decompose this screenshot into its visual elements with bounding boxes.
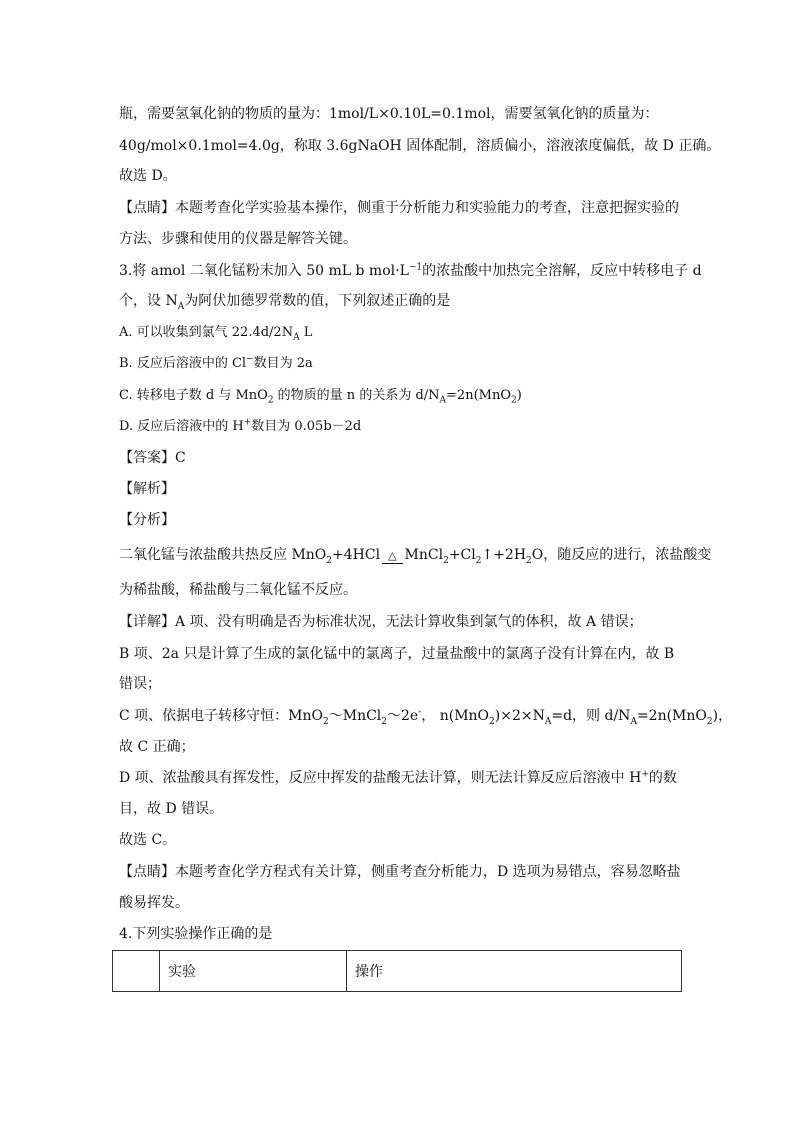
text-run: =2n(MnO [636, 708, 707, 724]
superscript: − [246, 354, 254, 365]
text-run: ) [516, 388, 522, 403]
detail-line: 故 C 正确； [119, 739, 195, 755]
analysis-heading: 【解析】 [119, 481, 175, 497]
heat-delta-symbol: △ [382, 549, 402, 564]
subscript: 2 [267, 395, 274, 406]
option-b [119, 354, 313, 374]
subscript: 2 [381, 716, 388, 727]
table-header-cell: 实验 [160, 951, 347, 992]
detail-line-c [119, 706, 732, 726]
tip-line: 酸易挥发。 [119, 895, 189, 911]
superscript: - [418, 707, 422, 718]
detail-line-d [119, 768, 677, 788]
text-run: 的数 [648, 770, 677, 786]
superscript: + [641, 769, 649, 780]
subscript: 2 [706, 716, 713, 727]
superscript: −1 [408, 262, 423, 273]
equation-line [119, 545, 711, 565]
text-run: 二氧化锰与浓盐酸共热反应 MnO [119, 547, 327, 563]
subscript: 2 [489, 716, 495, 727]
comment-heading-line: 【点睛】本题考查化学实验基本操作，侧重于分析能力和实验能力的考查，注意把握实验的 [119, 200, 679, 216]
text-run: L [299, 325, 313, 340]
question-4-stem: 4.下列实验操作正确的是 [119, 926, 273, 942]
option-d [119, 417, 361, 437]
subscript: A [544, 716, 552, 727]
analysis-subheading: 【分析】 [119, 512, 175, 528]
subscript: A [177, 301, 185, 312]
superscript: + [243, 417, 252, 428]
table-header-cell [113, 951, 160, 992]
detail-line: 目，故 D 错误。 [119, 801, 224, 817]
subscript: 2 [323, 716, 329, 727]
text-run: 的浓盐酸中加热完全溶解，反应中转移电子 d [422, 263, 702, 279]
detail-line: 【详解】A 项、没有明确是否为标准状况，无法计算收集到氯气的体积，故 A 错误； [119, 614, 643, 630]
text-run: C. 转移电子数 d 与 MnO [119, 388, 268, 403]
subscript: A [630, 716, 637, 727]
selection-line: 故选 C。 [119, 832, 177, 848]
option-c [119, 386, 522, 406]
table-header-row [113, 951, 682, 992]
subscript: 2 [526, 555, 532, 566]
text-run: O，随反应的进行，浓盐酸变 [531, 547, 712, 563]
text-run: B. 反应后溶液中的 Cl [119, 356, 247, 371]
text-run: 个，设 N [119, 293, 178, 309]
text-run: +4HCl [332, 547, 381, 563]
detail-line: 错误； [119, 676, 161, 692]
text-run: )×2×N [494, 708, 545, 724]
text-line: 为稀盐酸，稀盐酸与二氧化锰不反应。 [119, 582, 357, 598]
subscript: 2 [443, 555, 449, 566]
experiment-table [112, 950, 682, 992]
table-header-cell: 操作 [347, 951, 682, 992]
text-run: ～MnCl [328, 708, 382, 724]
text-run: =2n(MnO [446, 388, 511, 403]
text-run: D. 反应后溶液中的 H [119, 419, 244, 434]
text-run: A. 可以收集到氯气 22.4d/2N [119, 325, 294, 340]
subscript: 2 [475, 555, 482, 566]
subscript: A [293, 332, 300, 343]
question-3-stem [119, 261, 702, 281]
text-line: 40g/mol×0.1mol=4.0g，称取 3.6gNaOH 固体配制，溶质偏小，溶液浓度偏低，故 D 正确。 [119, 138, 721, 154]
text-run: 数目为 2a [253, 356, 313, 371]
text-run: 的物质的量 n 的关系为 d/N [273, 388, 440, 403]
text-run: ， n(MnO [421, 708, 490, 724]
text-line: 瓶，需要氢氧化钠的物质的量为：1mol/L×0.10L=0.1mol，需要氢氧化钠的质量为： [119, 106, 659, 122]
text-run: C 项、依据电子转移守恒：MnO [119, 708, 323, 724]
answer-line: 【答案】C [119, 450, 186, 466]
text-run: )， [712, 708, 733, 724]
tip-line: 【点睛】本题考查化学方程式有关计算，侧重考查分析能力，D 选项为易错点，容易忽略盐 [119, 864, 681, 880]
text-run: =d，则 d/N [551, 708, 631, 724]
question-3-stem-cont [119, 291, 450, 311]
subscript: A [439, 395, 447, 406]
option-a [119, 323, 312, 343]
text-run: 3.将 amol 二氧化锰粉末加入 50 mL b mol·L [119, 263, 409, 279]
text-run: 为阿伏加德罗常数的值，下列叙述正确的是 [184, 293, 451, 309]
detail-line: B 项、2a 只是计算了生成的氯化锰中的氯离子，过量盐酸中的氯离子没有计算在内，故 B [119, 646, 675, 662]
subscript: 2 [326, 555, 333, 566]
subscript: 2 [510, 395, 517, 406]
text-run: D 项、浓盐酸具有挥发性，反应中挥发的盐酸无法计算，则无法计算反应后溶液中 H [119, 770, 642, 786]
text-run: ↑+2H [481, 547, 527, 563]
text-line: 故选 D。 [119, 168, 177, 184]
text-run: MnCl [404, 547, 444, 563]
text-run: 数目为 0.05b－2d [251, 419, 362, 434]
text-run: +Cl [448, 547, 476, 563]
text-line: 方法、步骤和使用的仪器是解答关键。 [119, 231, 357, 247]
text-run: ～2e [387, 708, 419, 724]
